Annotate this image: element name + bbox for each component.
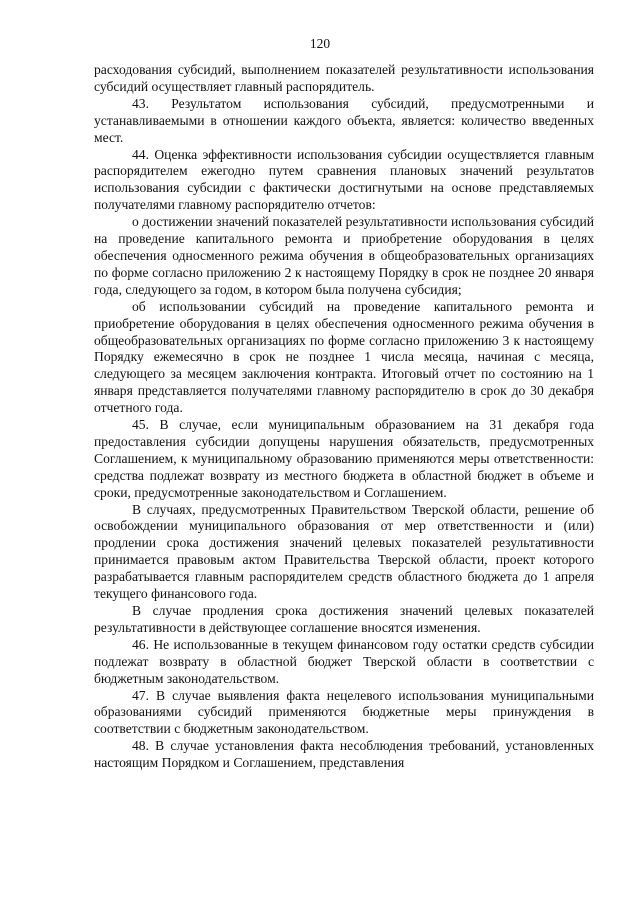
- paragraph-45: 45. В случае, если муниципальным образованием на 31 декабря года предоставления субсидии допущены нарушения обязательств, предусмотренных Соглашением, к муниципальному образованию применяются меры ответственности: средства подлежат возврату из местного бюджета в областной бюджет в объеме и сроки, предусмотренные законодательством и Соглашением.: [94, 417, 594, 500]
- paragraph-46: 46. Не использованные в текущем финансовом году остатки средств субсидии подлежат возврату в областной бюджет Тверской области в соответствии с бюджетным законодательством.: [94, 636, 594, 686]
- document-body: [94, 62, 594, 772]
- paragraph-47: 47. В случае выявления факта нецелевого использования муниципальными образованиями субсидий применяются бюджетные меры принуждения в соответствии с бюджетным законодательством.: [94, 687, 594, 737]
- paragraph-45-extension: В случае продления срока достижения значений целевых показателей результативности в действующее соглашение вносятся изменения.: [94, 603, 594, 635]
- paragraph-44-usage-report: об использовании субсидий на проведение капитального ремонта и приобретение оборудования в целях обеспечения односменного режима обучения в общеобразовательных организациях по форме согласно приложению 3 к настоящему Порядку ежемесячно в срок не позднее 1 числа месяца, начиная с месяца, следующего за месяцем заключения контракта. Итоговый отчет по состоянию на 1 января представляется получателями главному распорядителю в срок до 30 декабря отчетного года.: [94, 298, 594, 416]
- paragraph-continuation: расходования субсидий, выполнением показателей результативности использования субсидий осуществляет главный распорядитель.: [94, 62, 594, 94]
- paragraph-45-exemption: В случаях, предусмотренных Правительством Тверской области, решение об освобождении муниципального образования от мер ответственности и (или) продлении срока достижения значений целевых показателей результативности принимается правовым актом Правительства Тверской области, проект которого разрабатывается главным распорядителем средств областного бюджета до 1 апреля текущего финансового года.: [94, 501, 594, 602]
- page-number: 120: [309, 36, 331, 51]
- paragraph-48: 48. В случае установления факта несоблюдения требований, установленных настоящим Порядком и Соглашением, представления: [94, 738, 594, 771]
- paragraph-44-results-report: о достижении значений показателей результативности использования субсидий на проведение капитального ремонта и приобретение оборудования в целях обеспечения односменного режима обучения в общеобразовательных организациях по форме согласно приложению 2 к настоящему Порядку в срок не позднее 20 января года, следующего за годом, в котором была получена субсидия;: [94, 214, 594, 297]
- paragraph-44: 44. Оценка эффективности использования субсидии осуществляется главным распорядителем ежегодно путем сравнения плановых значений результатов использования субсидии с фактически достигнутыми на основе представляемых получателями главному распорядителю отчетов:: [94, 146, 594, 213]
- paragraph-43: 43. Результатом использования субсидий, предусмотренными и устанавливаемыми в отношении каждого объекта, является: количество введенных мест.: [94, 95, 594, 145]
